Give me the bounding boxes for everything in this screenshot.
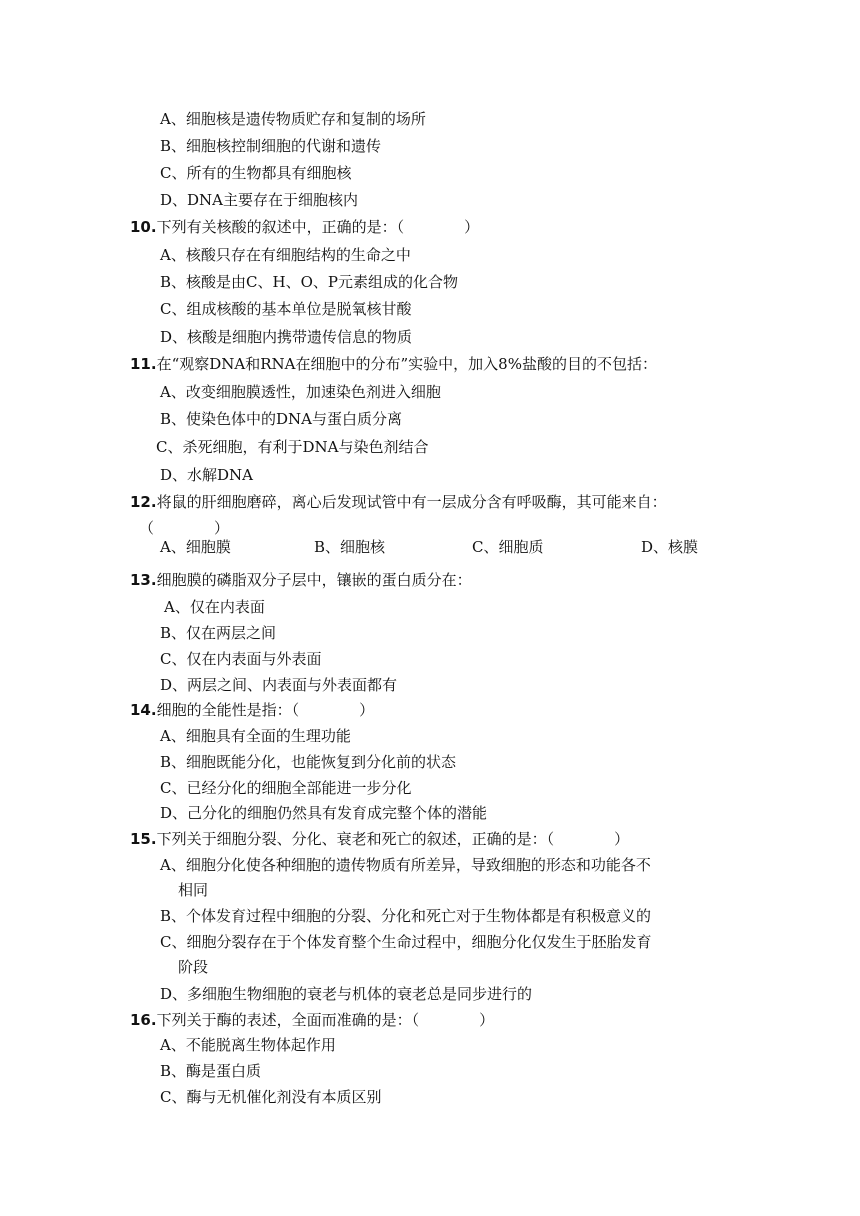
q14-option-d: D、己分化的细胞仍然具有发育成完整个体的潜能 [160,804,488,822]
q11-option-d: D、水解DNA [160,466,254,484]
q11-option-b: B、使染色体中的DNA与蛋白质分离 [160,410,403,428]
q16-option-a: A、不能脱离生物体起作用 [160,1036,336,1054]
q12-option-d: D、核膜 [641,538,699,556]
q12-option-c: C、细胞质 [472,538,544,556]
question-15 [130,830,629,848]
q13-option-b: B、仅在两层之间 [160,624,277,642]
question-number: 14. [130,701,157,719]
q15-option-b: B、个体发育过程中细胞的分裂、分化和死亡对于生物体都是有积极意义的 [160,907,652,925]
q14-option-c: C、已经分化的细胞全部能进一步分化 [160,779,412,797]
question-number: 13. [130,571,157,589]
q10-option-d: D、核酸是细胞内携带遗传信息的物质 [160,328,413,346]
q12-option-a: A、细胞膜 [160,538,231,556]
q10-option-a: A、核酸只存在有细胞结构的生命之中 [160,246,411,264]
question-10 [130,218,479,236]
q16-option-b: B、酶是蛋白质 [160,1062,262,1080]
question-number: 12. [130,493,157,511]
question-stem: 细胞膜的磷脂双分子层中，镶嵌的蛋白质分在： [156,571,472,589]
question-stem: 下列关于细胞分裂、分化、衰老和死亡的叙述，正确的是：（ ） [156,830,630,848]
question-number: 10. [130,218,157,236]
q13-option-a: A、仅在内表面 [164,598,265,616]
q13-option-c: C、仅在内表面与外表面 [160,650,322,668]
q12-answer-blank: （ ） [139,519,230,537]
question-stem: 下列有关核酸的叙述中，正确的是：（ ） [156,218,480,236]
question-stem: 细胞的全能性是指：（ ） [156,701,375,719]
question-number: 15. [130,830,157,848]
question-12 [130,493,667,511]
q9-option-d: D、DNA主要存在于细胞核内 [160,191,359,209]
q11-option-c: C、杀死细胞，有利于DNA与染色剂结合 [156,438,429,456]
q14-option-b: B、细胞既能分化，也能恢复到分化前的状态 [160,753,457,771]
q9-option-c: C、所有的生物都具有细胞核 [160,164,352,182]
q10-option-b: B、核酸是由C、H、O、P元素组成的化合物 [160,273,458,291]
q15-option-d: D、多细胞生物细胞的衰老与机体的衰老总是同步进行的 [160,985,533,1003]
question-stem: 下列关于酶的表述，全面而准确的是：（ ） [156,1011,495,1029]
q11-option-a: A、改变细胞膜透性，加速染色剂进入细胞 [160,383,441,401]
q15-option-a: A、细胞分化使各种细胞的遗传物质有所差异，导致细胞的形态和功能各不 [160,856,651,874]
q12-option-b: B、细胞核 [314,538,386,556]
q15-option-c: C、细胞分裂存在于个体发育整个生命过程中，细胞分化仅发生于胚胎发育 [160,933,652,951]
question-stem: 在“观察DNA和RNA在细胞中的分布”实验中，加入8%盐酸的目的不包括： [156,355,657,373]
question-stem: 将鼠的肝细胞磨碎，离心后发现试管中有一层成分含有呼吸酶，其可能来自： [156,493,667,511]
q10-option-c: C、组成核酸的基本单位是脱氧核甘酸 [160,300,412,318]
q9-option-b: B、细胞核控制细胞的代谢和遗传 [160,137,382,155]
q9-option-a: A、细胞核是遗传物质贮存和复制的场所 [160,110,426,128]
q15-option-c-cont: 阶段 [178,958,209,976]
question-16 [130,1011,494,1029]
q16-option-c: C、酶与无机催化剂没有本质区别 [160,1088,382,1106]
question-number: 16. [130,1011,157,1029]
question-13 [130,571,472,589]
q14-option-a: A、细胞具有全面的生理功能 [160,727,351,745]
q13-option-d: D、两层之间、内表面与外表面都有 [160,676,398,694]
question-14 [130,701,374,719]
question-11 [130,355,657,373]
question-number: 11. [130,355,157,373]
q15-option-a-cont: 相同 [178,881,209,899]
